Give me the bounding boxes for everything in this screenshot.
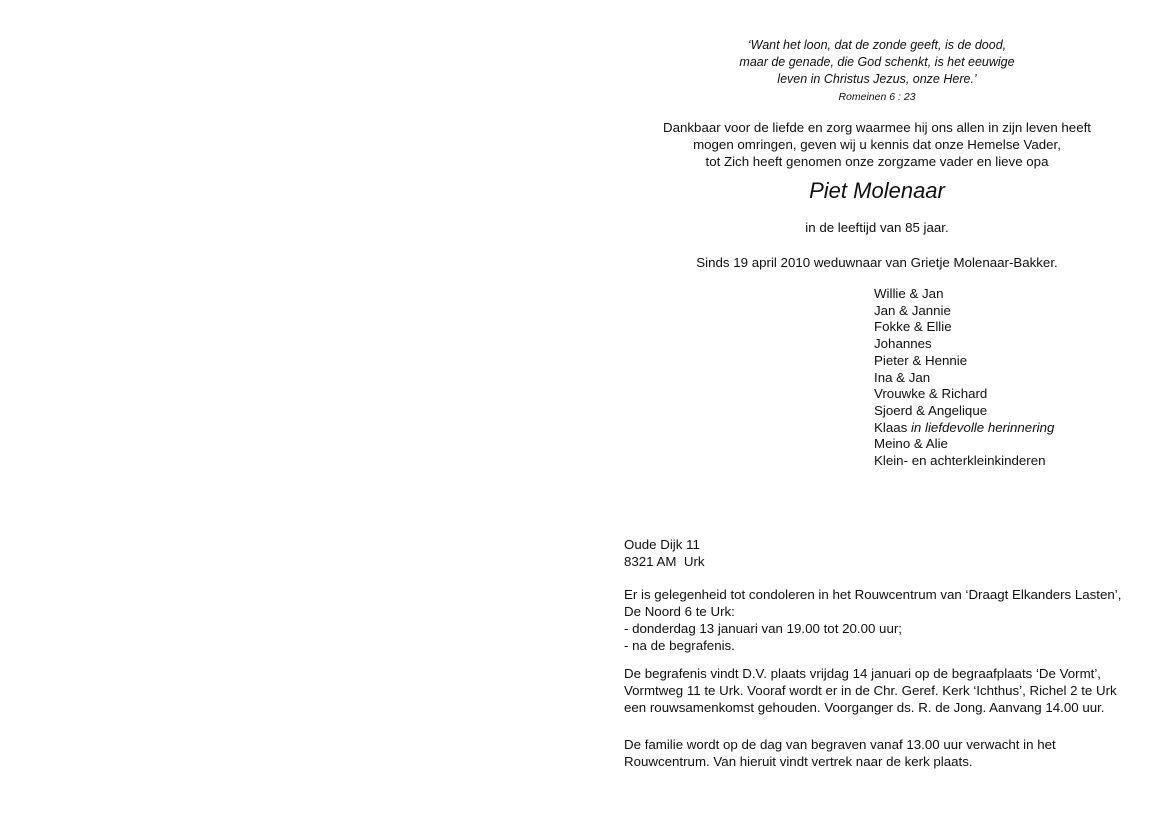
widower-line: Sinds 19 april 2010 weduwnaar van Grietje Molenaar-Bakker.: [696, 255, 1058, 270]
intro-line: mogen omringen, geven wij u kennis dat onze Hemelse Vader,: [693, 137, 1061, 152]
family-member-name: Pieter & Hennie: [874, 352, 968, 368]
bible-verse: [640, 37, 1114, 106]
deceased-name: Piet Molenaar: [809, 178, 945, 203]
family-member-name: Willie & Jan: [874, 286, 944, 301]
verse-reference: Romeinen 6 : 23: [838, 91, 916, 103]
family-member: [874, 436, 1054, 453]
family-member: [874, 453, 1054, 470]
intro-line: Dankbaar voor de liefde en zorg waarmee hij ons allen in zijn leven heeft: [663, 120, 1091, 135]
home-address: [624, 536, 1144, 570]
family-member-name: Klaas: [874, 419, 908, 435]
family-member: [874, 420, 1054, 437]
family-member: [874, 353, 1054, 370]
condolence-line: - na de begrafenis.: [624, 638, 735, 653]
family-member: [874, 403, 1054, 420]
intro-line: tot Zich heeft genomen onze zorgzame vader en lieve opa: [705, 154, 1049, 169]
family-member: [874, 286, 1054, 303]
family-member: [874, 370, 1054, 387]
age-line: in de leeftijd van 85 jaar.: [805, 220, 949, 235]
family-member-name: Ina & Jan: [874, 369, 931, 385]
address-postal-city: 8321 AM Urk: [624, 554, 705, 569]
family-reception-info: [624, 736, 1144, 770]
family-list: [874, 286, 1054, 470]
family-member-name: Meino & Alie: [874, 436, 948, 452]
verse-line: maar de genade, die God schenkt, is het eeuwige: [739, 55, 1015, 69]
family-member-name: Johannes: [874, 336, 932, 352]
family-member-name: Jan & Jannie: [874, 302, 951, 318]
condolence-line: - donderdag 13 januari van 19.00 tot 20.00 uur;: [624, 621, 902, 636]
family-member: [874, 303, 1054, 320]
family-member: [874, 319, 1054, 336]
condolence-info: [624, 586, 1144, 654]
condolence-line: Er is gelegenheid tot condoleren in het Rouwcentrum van ‘Draagt Elkanders Lasten’,: [624, 587, 1122, 602]
verse-line: leven in Christus Jezus, onze Here.’: [777, 72, 977, 86]
family-member-name: Sjoerd & Angelique: [874, 402, 988, 418]
funeral-info: [624, 665, 1144, 716]
family-member: [874, 386, 1054, 403]
family-member-name: Klein- en achterkleinkinderen: [874, 453, 1046, 469]
announcement-intro: [640, 119, 1114, 170]
family-member: [874, 336, 1054, 353]
family-member-name: Fokke & Ellie: [874, 319, 952, 335]
funeral-line: De begrafenis vindt D.V. plaats vrijdag 14 januari op de begraafplaats ‘De Vormt’,: [624, 666, 1101, 681]
funeral-line: Vormtweg 11 te Urk. Vooraf wordt er in de Chr. Geref. Kerk ‘Ichthus’, Richel 2 te Urk: [624, 683, 1117, 698]
family-member-name: Vrouwke & Richard: [874, 386, 988, 402]
family-wait-line: Rouwcentrum. Van hieruit vindt vertrek naar de kerk plaats.: [624, 754, 973, 769]
family-wait-line: De familie wordt op de dag van begraven vanaf 13.00 uur verwacht in het: [624, 737, 1056, 752]
family-member-note: in liefdevolle herinnering: [910, 419, 1055, 435]
condolence-line: De Noord 6 te Urk:: [624, 604, 735, 619]
address-street: Oude Dijk 11: [624, 537, 700, 552]
funeral-line: een rouwsamenkomst gehouden. Voorganger ds. R. de Jong. Aanvang 14.00 uur.: [624, 700, 1105, 715]
verse-line: ‘Want het loon, dat de zonde geeft, is de dood,: [747, 38, 1007, 52]
